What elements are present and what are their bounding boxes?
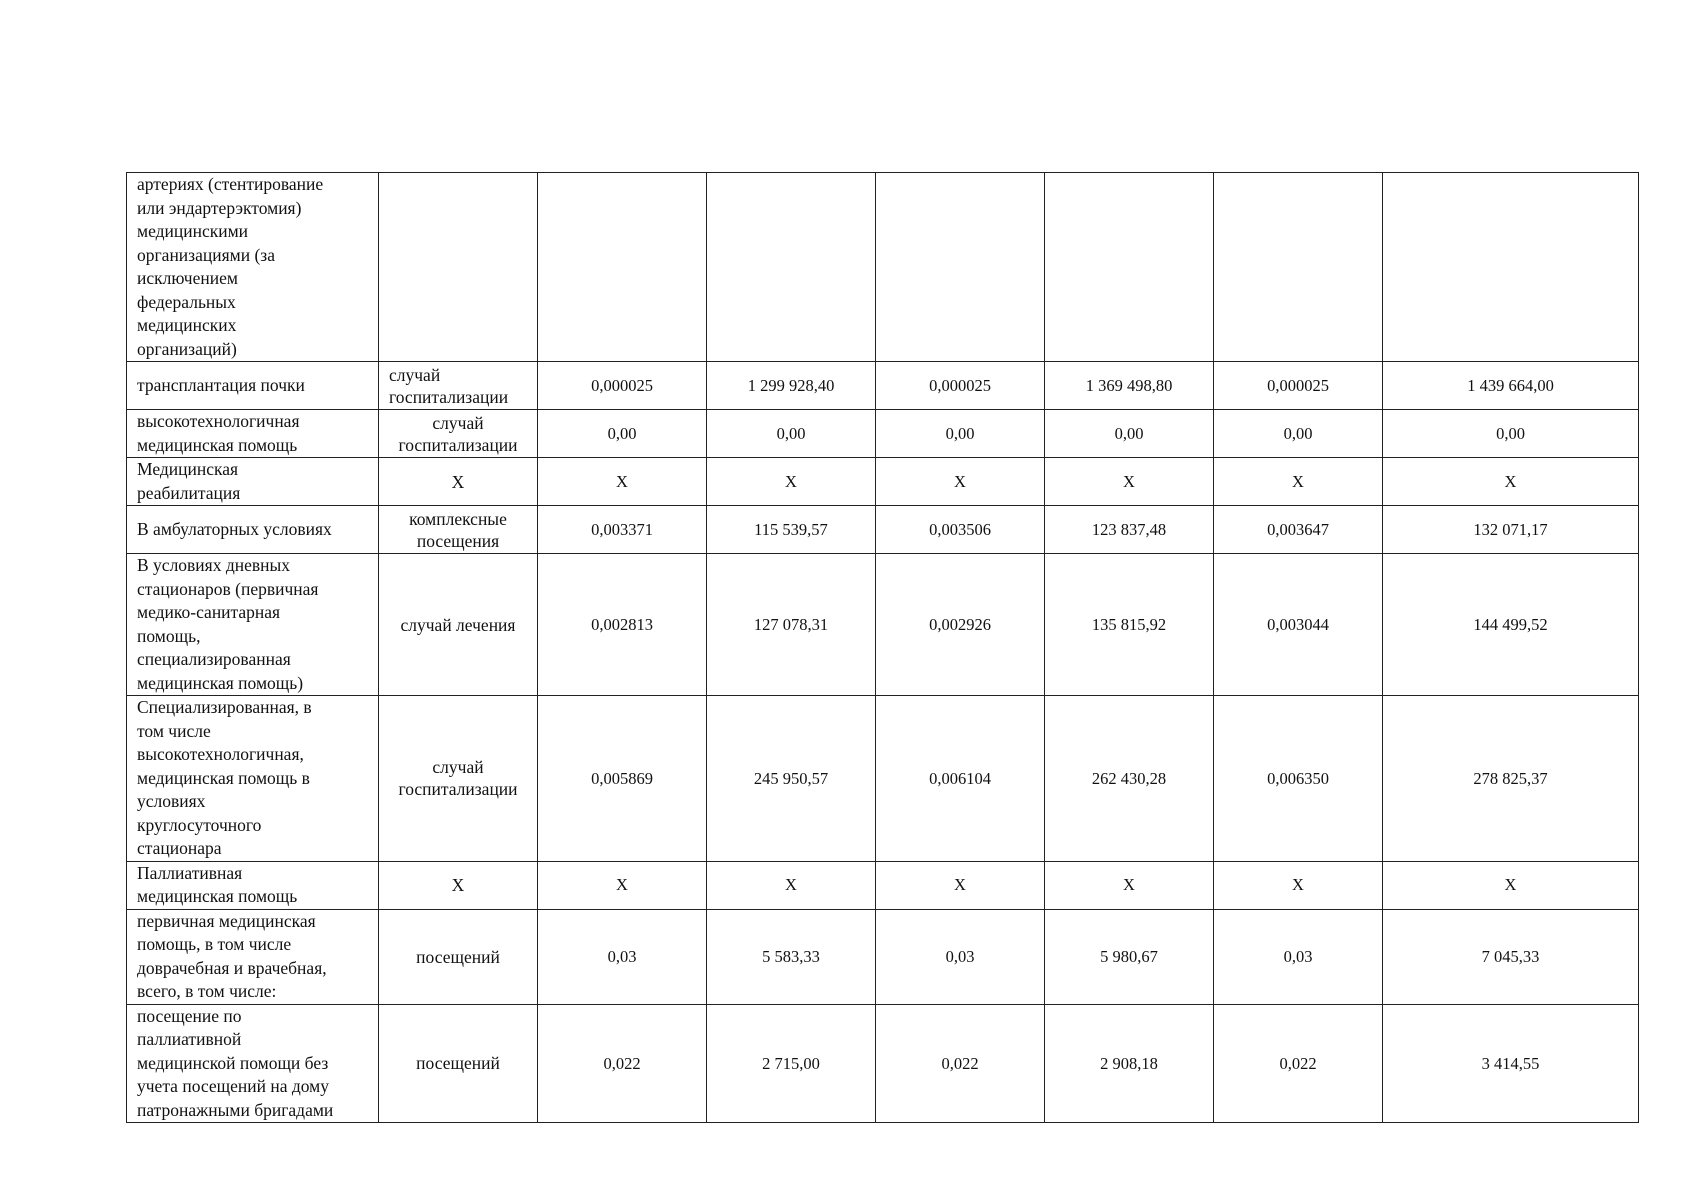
value-cell: 0,00 bbox=[876, 410, 1045, 458]
value-cell: 0,002926 bbox=[876, 554, 1045, 696]
value-cell: 278 825,37 bbox=[1383, 696, 1639, 862]
table-row bbox=[127, 861, 1639, 909]
value-cell bbox=[1045, 173, 1214, 362]
value-cell: 0,003044 bbox=[1214, 554, 1383, 696]
value-cell: 7 045,33 bbox=[1383, 909, 1639, 1004]
value-cell: 0,003647 bbox=[1214, 506, 1383, 554]
value-cell: 2 908,18 bbox=[1045, 1004, 1214, 1123]
value-cell: 0,00 bbox=[1045, 410, 1214, 458]
value-cell: Х bbox=[707, 458, 876, 506]
row-name: Паллиативная медицинская помощь bbox=[127, 861, 379, 909]
row-unit: случай госпитализации bbox=[379, 362, 538, 410]
value-cell bbox=[1383, 173, 1639, 362]
table-row bbox=[127, 1004, 1639, 1123]
value-cell: 0,003506 bbox=[876, 506, 1045, 554]
value-cell: 0,00 bbox=[707, 410, 876, 458]
row-unit: комплексные посещения bbox=[379, 506, 538, 554]
value-cell: 245 950,57 bbox=[707, 696, 876, 862]
value-cell: 262 430,28 bbox=[1045, 696, 1214, 862]
value-cell: 2 715,00 bbox=[707, 1004, 876, 1123]
value-cell: 5 980,67 bbox=[1045, 909, 1214, 1004]
row-name: первичная медицинская помощь, в том числе доврачебная и врачебная, всего, в том числе: bbox=[127, 909, 379, 1004]
value-cell: 0,000025 bbox=[876, 362, 1045, 410]
value-cell: Х bbox=[1383, 861, 1639, 909]
row-name: В амбулаторных условиях bbox=[127, 506, 379, 554]
value-cell: 0,006350 bbox=[1214, 696, 1383, 862]
table-row bbox=[127, 554, 1639, 696]
value-cell: 0,005869 bbox=[538, 696, 707, 862]
value-cell: Х bbox=[876, 458, 1045, 506]
data-table bbox=[126, 172, 1639, 1123]
row-name: В условиях дневных стационаров (первичная медико-санитарная помощь, специализированная медицинская помощь) bbox=[127, 554, 379, 696]
value-cell: 5 583,33 bbox=[707, 909, 876, 1004]
value-cell: Х bbox=[538, 861, 707, 909]
value-cell: Х bbox=[1045, 861, 1214, 909]
value-cell bbox=[876, 173, 1045, 362]
value-cell: 0,006104 bbox=[876, 696, 1045, 862]
row-unit: случай госпитализации bbox=[379, 696, 538, 862]
value-cell: 1 439 664,00 bbox=[1383, 362, 1639, 410]
row-unit: случай госпитализации bbox=[379, 410, 538, 458]
value-cell: 132 071,17 bbox=[1383, 506, 1639, 554]
row-unit: Х bbox=[379, 458, 538, 506]
value-cell: Х bbox=[1214, 861, 1383, 909]
value-cell: Х bbox=[1045, 458, 1214, 506]
value-cell: 0,002813 bbox=[538, 554, 707, 696]
value-cell: 0,003371 bbox=[538, 506, 707, 554]
value-cell bbox=[538, 173, 707, 362]
value-cell: 3 414,55 bbox=[1383, 1004, 1639, 1123]
row-name: высокотехнологичная медицинская помощь bbox=[127, 410, 379, 458]
value-cell: 115 539,57 bbox=[707, 506, 876, 554]
value-cell: 0,03 bbox=[538, 909, 707, 1004]
value-cell: Х bbox=[1214, 458, 1383, 506]
value-cell: 0,03 bbox=[876, 909, 1045, 1004]
row-name: артериях (стентирование или эндартерэктомия) медицинскими организациями (за исключением федеральных медицинских организаций) bbox=[127, 173, 379, 362]
value-cell: 0,000025 bbox=[1214, 362, 1383, 410]
row-unit: посещений bbox=[379, 1004, 538, 1123]
table-row bbox=[127, 362, 1639, 410]
value-cell: 0,00 bbox=[1214, 410, 1383, 458]
row-unit: случай лечения bbox=[379, 554, 538, 696]
value-cell: 0,03 bbox=[1214, 909, 1383, 1004]
row-name: трансплантация почки bbox=[127, 362, 379, 410]
value-cell: 127 078,31 bbox=[707, 554, 876, 696]
value-cell: 0,022 bbox=[538, 1004, 707, 1123]
value-cell: 0,022 bbox=[876, 1004, 1045, 1123]
row-unit: посещений bbox=[379, 909, 538, 1004]
value-cell: 0,00 bbox=[538, 410, 707, 458]
value-cell: Х bbox=[876, 861, 1045, 909]
row-unit bbox=[379, 173, 538, 362]
value-cell: 1 369 498,80 bbox=[1045, 362, 1214, 410]
table-row bbox=[127, 696, 1639, 862]
row-name: Медицинская реабилитация bbox=[127, 458, 379, 506]
table-row bbox=[127, 909, 1639, 1004]
value-cell: Х bbox=[1383, 458, 1639, 506]
table-row bbox=[127, 410, 1639, 458]
value-cell: Х bbox=[707, 861, 876, 909]
table-row bbox=[127, 506, 1639, 554]
value-cell: 144 499,52 bbox=[1383, 554, 1639, 696]
value-cell bbox=[707, 173, 876, 362]
value-cell: 0,022 bbox=[1214, 1004, 1383, 1123]
row-unit: Х bbox=[379, 861, 538, 909]
value-cell: 0,000025 bbox=[538, 362, 707, 410]
value-cell: 0,00 bbox=[1383, 410, 1639, 458]
value-cell: Х bbox=[538, 458, 707, 506]
value-cell: 135 815,92 bbox=[1045, 554, 1214, 696]
value-cell bbox=[1214, 173, 1383, 362]
row-name: посещение по паллиативной медицинской помощи без учета посещений на дому патронажными бригадами bbox=[127, 1004, 379, 1123]
table-row bbox=[127, 173, 1639, 362]
row-name: Специализированная, в том числе высокотехнологичная, медицинская помощь в условиях круглосуточного стационара bbox=[127, 696, 379, 862]
table-row bbox=[127, 458, 1639, 506]
value-cell: 123 837,48 bbox=[1045, 506, 1214, 554]
value-cell: 1 299 928,40 bbox=[707, 362, 876, 410]
